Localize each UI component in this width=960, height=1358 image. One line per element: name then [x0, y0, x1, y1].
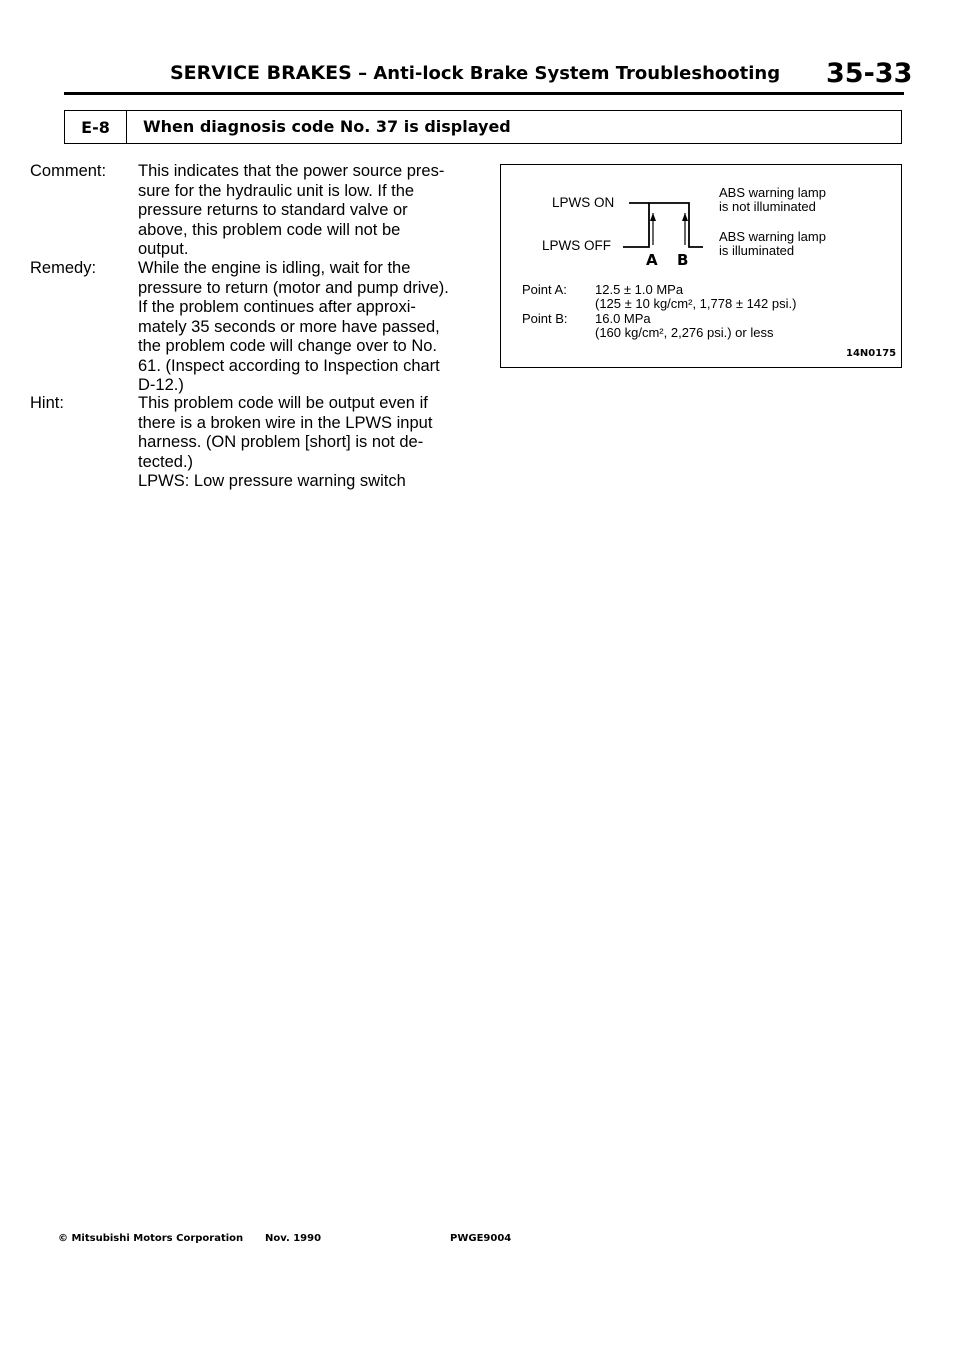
hint-label: Hint: [30, 394, 64, 412]
hint-paragraph [30, 394, 470, 492]
point-a-detail: (125 ± 10 kg/cm², 1,778 ± 142 psi.) [595, 296, 797, 311]
hint-line: LPWS: Low pressure warning switch [138, 472, 406, 490]
hint-line: there is a broken wire in the LPWS input [138, 413, 433, 432]
lpws-signal-figure [500, 164, 902, 368]
lamp-off-line2: is not illuminated [719, 199, 816, 214]
header-dash: – [351, 63, 374, 84]
lamp-off-line1: ABS warning lamp [719, 185, 826, 200]
remedy-line: pressure to return (motor and pump drive). [138, 278, 449, 297]
comment-line: sure for the hydraulic unit is low. If the [138, 181, 415, 200]
footer-doc-code: PWGE9004 [450, 1233, 512, 1244]
point-b-detail: (160 kg/cm², 2,276 psi.) or less [595, 325, 774, 340]
hint-line: harness. (ON problem [short] is not de- [138, 433, 424, 451]
point-b-arrow-icon [682, 213, 688, 221]
hint-line: tected.) [138, 452, 194, 471]
pressure-waveform-line [623, 203, 703, 247]
remedy-line: 61. (Inspect according to Inspection chart [138, 356, 440, 375]
lpws-on-label: LPWS ON [552, 195, 615, 210]
lamp-on-line1: ABS warning lamp [719, 229, 826, 244]
remedy-line: While the engine is idling, wait for the [138, 259, 411, 277]
section-code: E-8 [65, 111, 127, 143]
comment-line: This indicates that the power source pres- [138, 162, 445, 180]
page-number: 35-33 [826, 58, 913, 89]
comment-paragraph [30, 162, 470, 260]
hint-line: This problem code will be output even if [138, 394, 428, 412]
section-title: When diagnosis code No. 37 is displayed [143, 117, 511, 136]
comment-line: output. [138, 240, 189, 258]
remedy-line: the problem code will change over to No. [138, 337, 437, 355]
remedy-line: If the problem continues after approxi- [138, 298, 416, 316]
point-a-value: 12.5 ± 1.0 MPa [595, 282, 684, 297]
point-b-label: Point B: [522, 311, 568, 326]
lamp-on-line2: is illuminated [719, 243, 795, 258]
comment-label: Comment: [30, 162, 107, 180]
page-header-title [170, 62, 780, 84]
point-a-label: Point A: [522, 282, 567, 297]
section-heading-box [64, 110, 902, 144]
header-subtitle: Anti-lock Brake System Troubleshooting [373, 63, 781, 84]
footer-copyright: © Mitsubishi Motors Corporation [58, 1233, 244, 1244]
footer-date: Nov. 1990 [265, 1233, 322, 1244]
point-a-mark: A [646, 251, 658, 269]
lpws-off-label: LPWS OFF [542, 238, 612, 253]
header-divider [64, 92, 904, 95]
point-a-arrow-icon [650, 213, 656, 221]
remedy-line: mately 35 seconds or more have passed, [138, 317, 440, 336]
lpws-waveform [619, 189, 709, 259]
remedy-line: D-12.) [138, 376, 184, 394]
comment-line: pressure returns to standard valve or [138, 201, 408, 219]
figure-id: 14N0175 [846, 348, 897, 359]
comment-line: above, this problem code will not be [138, 220, 401, 239]
remedy-label: Remedy: [30, 259, 97, 277]
point-b-value: 16.0 MPa [595, 311, 651, 326]
point-b-mark: B [677, 251, 689, 269]
remedy-paragraph [30, 259, 470, 396]
header-section: SERVICE BRAKES [170, 62, 352, 84]
